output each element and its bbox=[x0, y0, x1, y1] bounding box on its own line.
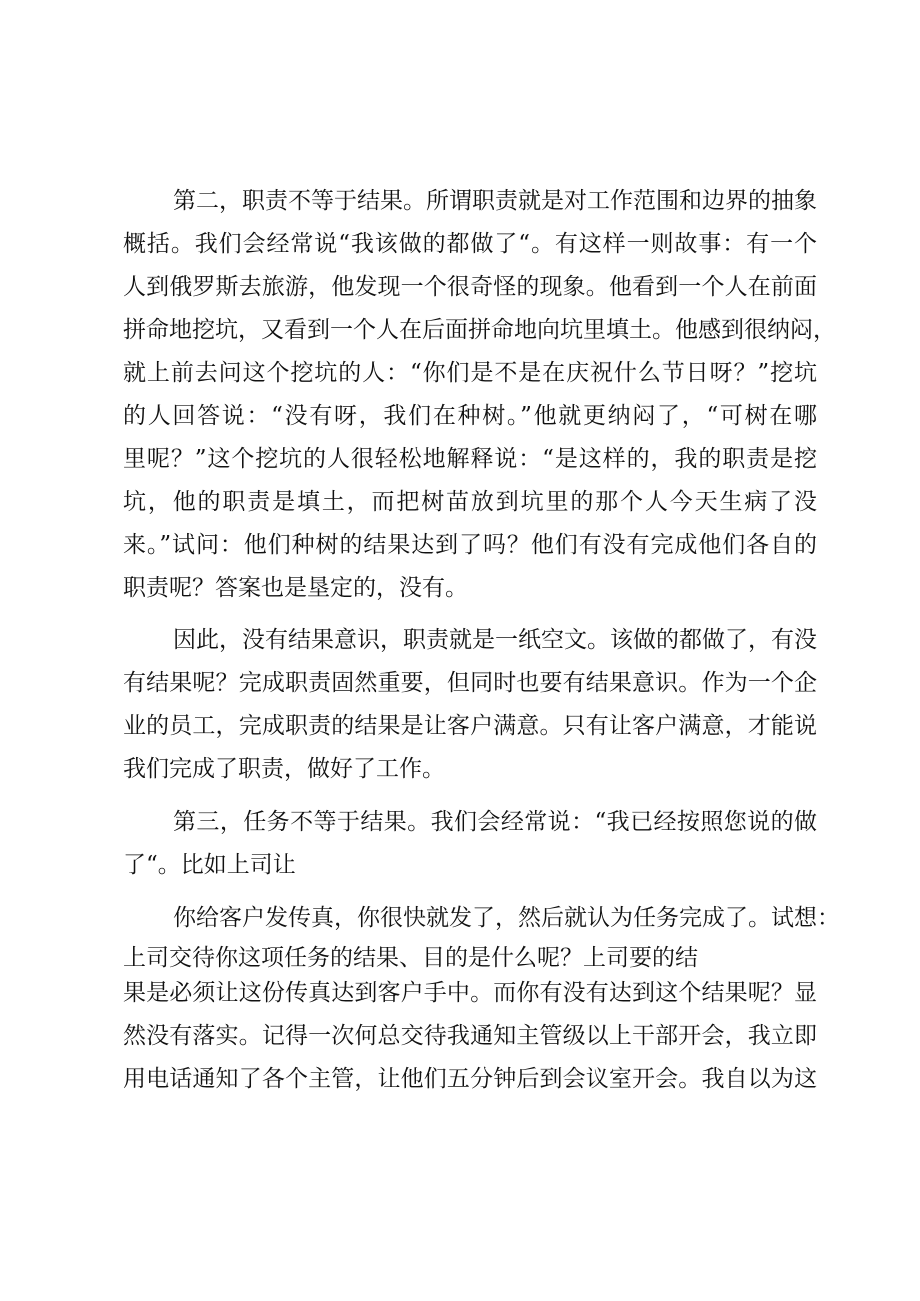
text-line: 就上前去问这个挖坑的人：“你们是不是在庆祝什么节日呀？”挖坑 bbox=[123, 360, 817, 386]
text-line: 因此，没有结果意识，职责就是一纸空文。该做的都做了，有没 bbox=[173, 627, 817, 653]
text-line: 我们完成了职责，做好了工作。 bbox=[123, 756, 445, 782]
text-line: 第三，任务不等于结果。我们会经常说：“我已经按照您说的做 bbox=[173, 809, 817, 835]
text-line: 你给客户发传真，你很快就发了，然后就认为任务完成了。试想： bbox=[173, 905, 840, 931]
text-line: 然没有落实。记得一次何总交待我通知主管级以上干部开会，我立即 bbox=[123, 1023, 817, 1049]
text-line: 了“。比如上司让 bbox=[123, 852, 296, 878]
text-line: 业的员工，完成职责的结果是让客户满意。只有让客户满意，才能说 bbox=[123, 713, 817, 739]
text-line: 职责呢？答案也是垦定的，没有。 bbox=[123, 575, 468, 601]
text-line: 来。”试问：他们种树的结果达到了吗？他们有没有完成他们各自的 bbox=[123, 532, 817, 558]
text-line: 上司交待你这项任务的结果、目的是什么呢？上司要的结 bbox=[123, 945, 698, 971]
text-line: 有结果呢？完成职责固然重要，但同时也要有结果意识。作为一个企 bbox=[123, 670, 817, 696]
text-line: 果是必须让这份传真达到客户手中。而你有没有达到这个结果呢？显 bbox=[123, 980, 817, 1006]
text-line: 概括。我们会经常说“我该做的都做了“。有这样一则故事：有一个 bbox=[123, 231, 817, 257]
text-line: 人到俄罗斯去旅游，他发现一个很奇怪的现象。他看到一个人在前面 bbox=[123, 274, 817, 300]
text-line: 坑，他的职责是填土，而把树苗放到坑里的那个人今天生病了没 bbox=[123, 489, 817, 515]
text-line: 拼命地挖坑，又看到一个人在后面拼命地向坑里填土。他感到很纳闷， bbox=[123, 317, 836, 343]
text-line: 的人回答说：“没有呀，我们在种树。”他就更纳闷了，“可树在哪 bbox=[123, 403, 817, 429]
text-line: 用电话通知了各个主管，让他们五分钟后到会议室开会。我自以为这 bbox=[123, 1066, 817, 1092]
text-line: 第二，职责不等于结果。所谓职责就是对工作范围和边界的抽象 bbox=[173, 188, 817, 214]
text-line: 里呢？”这个挖坑的人很轻松地解释说：“是这样的，我的职责是挖 bbox=[123, 446, 817, 472]
